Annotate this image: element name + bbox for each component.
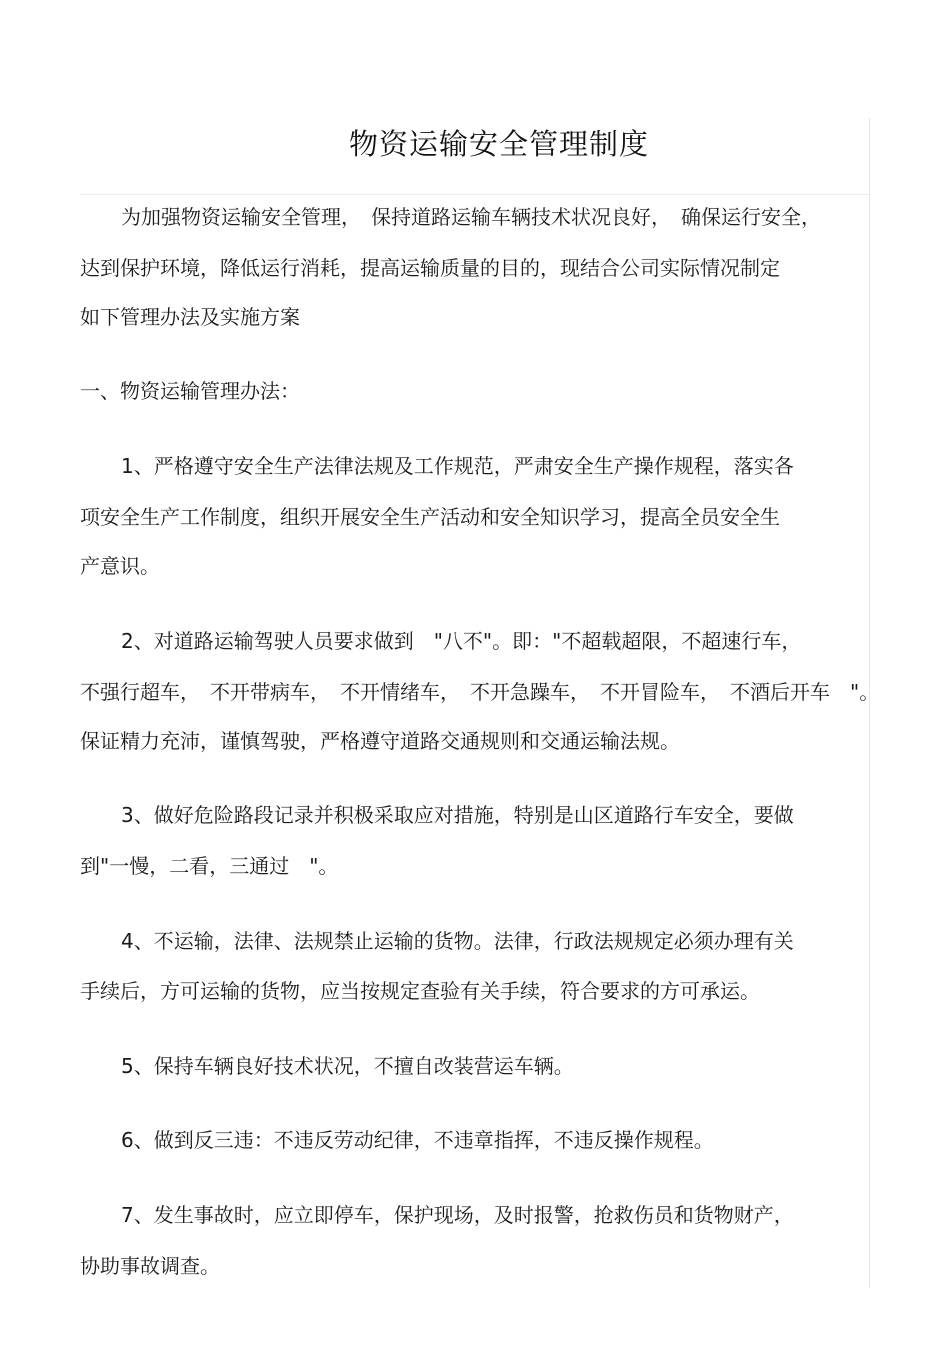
item-1-line-2: 项安全生产工作制度，组织开展安全生产活动和安全知识学习，提高全员安全生 bbox=[80, 505, 780, 529]
paragraph-intro-line-3: 如下管理办法及实施方案 bbox=[80, 305, 300, 329]
item-2-line-3: 保证精力充沛，谨慎驾驶，严格遵守道路交通规则和交通运输法规。 bbox=[80, 729, 680, 753]
item-1-line-1: 1、严格遵守安全生产法律法规及工作规范，严肃安全生产操作规程，落实各 bbox=[121, 454, 794, 478]
item-6-line-1: 6、做到反三违：不违反劳动纪律，不违章指挥，不违反操作规程。 bbox=[121, 1128, 714, 1152]
document-title: 物资运输安全管理制度 bbox=[348, 127, 649, 161]
item-1-line-3: 产意识。 bbox=[80, 554, 160, 578]
page-edge-top bbox=[80, 194, 870, 195]
paragraph-intro-line-1: 为加强物资运输安全管理， 保持道路运输车辆技术状况良好， 确保运行安全， bbox=[121, 205, 821, 229]
item-2-line-1: 2、对道路运输驾驶人员要求做到 "八不"。即："不超载超限，不超速行车， bbox=[121, 629, 802, 653]
item-3-line-1: 3、做好危险路段记录并积极采取应对措施，特别是山区道路行车安全，要做 bbox=[121, 803, 794, 827]
item-4-line-2: 手续后，方可运输的货物，应当按规定查验有关手续，符合要求的方可承运。 bbox=[80, 979, 760, 1003]
paragraph-intro-line-2: 达到保护环境，降低运行消耗，提高运输质量的目的，现结合公司实际情况制定 bbox=[80, 256, 780, 280]
item-3-line-2: 到"一慢，二看，三通过 "。 bbox=[80, 854, 339, 878]
item-2-line-2: 不强行超车， 不开带病车， 不开情绪车， 不开急躁车， 不开冒险车， 不酒后开车 "。 bbox=[80, 680, 880, 704]
section-heading-1: 一、物资运输管理办法： bbox=[80, 379, 300, 403]
item-7-line-1: 7、发生事故时，应立即停车，保护现场，及时报警，抢救伤员和货物财产， bbox=[121, 1203, 794, 1227]
item-7-line-2: 协助事故调查。 bbox=[80, 1254, 220, 1278]
item-4-line-1: 4、不运输，法律、法规禁止运输的货物。法律，行政法规规定必须办理有关 bbox=[121, 929, 794, 953]
item-5-line-1: 5、保持车辆良好技术状况，不擅自改装营运车辆。 bbox=[121, 1054, 574, 1078]
